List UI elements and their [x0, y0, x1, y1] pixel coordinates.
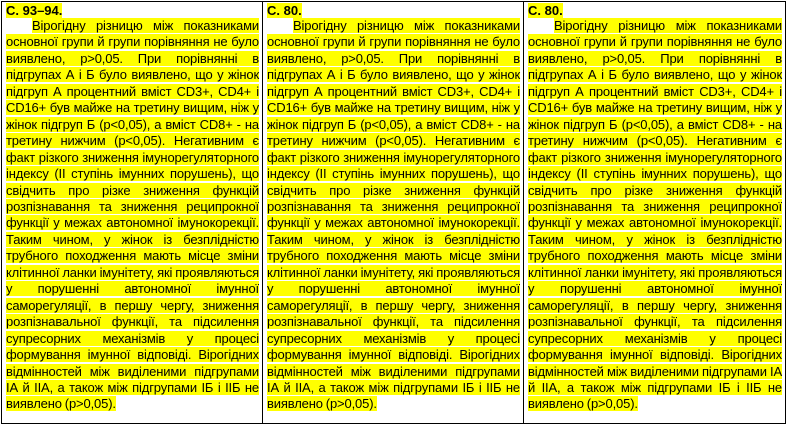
table-cell-source-2 — [263, 2, 524, 423]
page-reference-text: С. 80. — [528, 3, 563, 18]
page-reference — [6, 3, 259, 18]
cell-paragraph — [528, 18, 782, 413]
comparison-table — [1, 1, 786, 424]
highlighted-text: Вірогідну різницю між показниками основної групи й групи порівняння не було виявлено, р>0,05. При порівнянні в підгрупах А і Б було виявлено, що у жінок підгруп А процентний вміст CD3+, CD4+ і CD16+ був майже на третину вищим, ніж у жінок підгруп Б (р<0,05), а вміст CD8+ - на третину нижчим (р<0,05). Негативним є факт різкого зниження імунорегуляторного індексу (II ступінь імунних порушень), що свідчить про різке зниження функцій розпізнавання та зниження реципрокної функції у межах автономної імунокорекції. Таким чином, у жінок із безплідністю трубного походження мають місце зміни клітинної ланки імунітету, які проявляються у порушенні автономної імунної саморегуляції, в першу чергу, зниження розпізнавальної функції, та підсилення супресорних механізмів у процесі формування імунної відповіді. Вірогідних відмінностей між виділеними підгрупами ІА й ІІА, а також між підгрупами ІБ і ІІБ не виявлено (р>0,05). — [528, 18, 782, 412]
highlighted-text: Вірогідну різницю між показниками основної групи й групи порівняння не було виявлено, р>0,05. При порівнянні в підгрупах А і Б було виявлено, що у жінок підгруп А процентний вміст CD3+, CD4+ і CD16+ був майже на третину вищим, ніж у жінок підгруп Б (р<0,05), а вміст CD8+ - на третину нижчим (р<0,05). Негативним є факт різкого зниження імунорегуляторного індексу (II ступінь імунних порушень), що свідчить про різке зниження функцій розпізнавання та зниження реципрокної функції у межах автономної імунокорекції. Таким чином, у жінок із безплідністю трубного походження мають місце зміни клітинної ланки імунітету, які проявляються у порушенні автономної імунної саморегуляції, в першу чергу, зниження розпізнавальної функції, та підсилення супресорних механізмів у процесі формування імунної відповіді. Вірогідних відмінностей між виділеними підгрупами ІА й ІІА, а також між підгрупами ІБ і ІІБ не виявлено (р>0,05). — [6, 18, 259, 412]
highlighted-text: Вірогідну різницю між показниками основної групи й групи порівняння не було виявлено, р>0,05. При порівнянні в підгрупах А і Б було виявлено, що у жінок підгруп А процентний вміст CD3+, CD4+ і CD16+ був майже на третину вищим, ніж у жінок підгруп Б (р<0,05), а вміст CD8+ - на третину нижчим (р<0,05). Негативним є факт різкого зниження імунорегуляторного індексу (II ступінь імунних порушень), що свідчить про різке зниження функцій розпізнавання та зниження реципрокної функції у межах автономної імунокорекції. Таким чином, у жінок із безплідністю трубного походження мають місце зміни клітинної ланки імунітету, які проявляються у порушенні автономної імунної саморегуляції, в першу чергу, зниження розпізнавальної функції, та підсилення супресорних механізмів у процесі формування імунної відповіді. Вірогідних відмінностей між виділеними підгрупами ІА й ІІА, а також між підгрупами ІБ і ІІБ не виявлено (р>0,05). — [267, 18, 520, 412]
table-cell-source-1 — [2, 2, 263, 423]
cell-paragraph — [6, 18, 259, 413]
cell-paragraph — [267, 18, 520, 413]
page-reference — [528, 3, 782, 18]
page-reference-text: С. 80. — [267, 3, 302, 18]
table-cell-source-3 — [524, 2, 785, 423]
page-reference-text: С. 93–94. — [6, 3, 63, 18]
page-reference — [267, 3, 520, 18]
